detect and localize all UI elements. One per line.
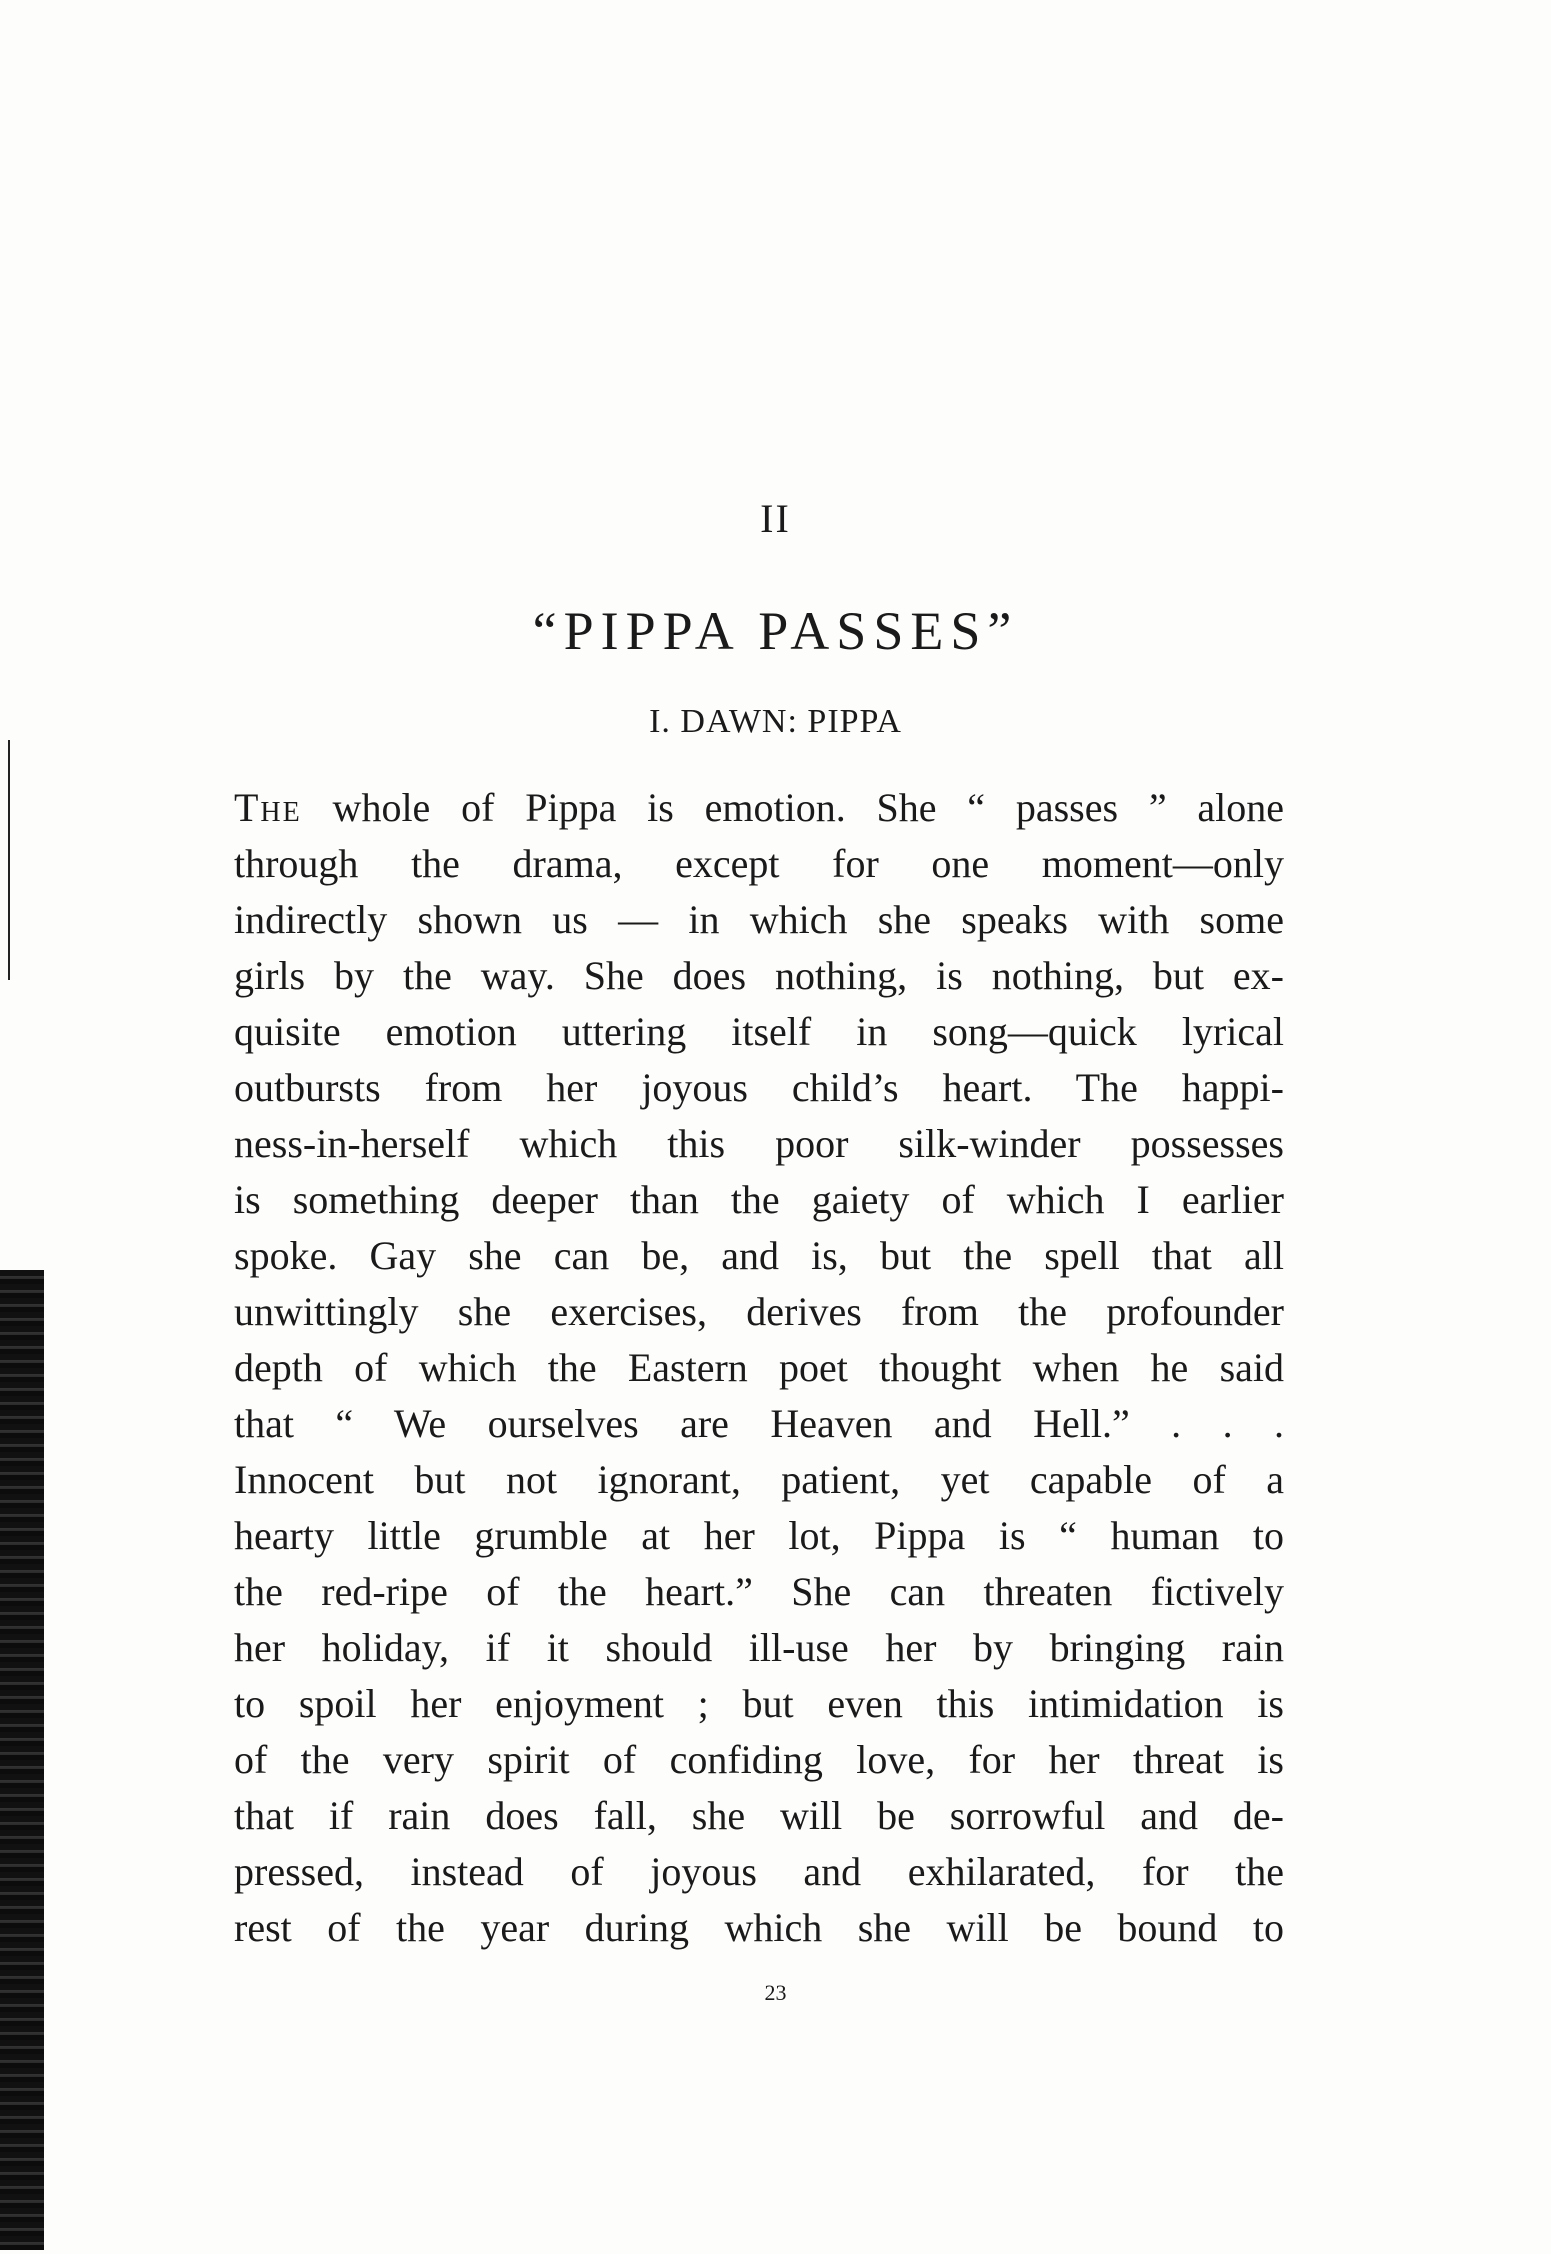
body-line: of the very spirit of confiding love, for her threat is	[234, 1737, 1284, 1782]
body-line: rest of the year during which she will be bound to	[234, 1905, 1284, 1950]
drop-word: The	[234, 785, 302, 830]
body-line: spoke. Gay she can be, and is, but the spell that all	[234, 1233, 1284, 1278]
body-line: the red-ripe of the heart.” She can threaten fictively	[234, 1569, 1284, 1614]
body-line: indirectly shown us — in which she speaks with some	[234, 897, 1284, 942]
chapter-number: II	[760, 496, 791, 541]
body-line: unwittingly she exercises, derives from the profounder	[234, 1289, 1284, 1334]
body-line: her holiday, if it should ill-use her by bringing rain	[234, 1625, 1284, 1670]
body-line: that “ We ourselves are Heaven and Hell.” . . .	[234, 1401, 1284, 1446]
body-line-1	[234, 780, 1284, 836]
body-line: depth of which the Eastern poet thought when he said	[234, 1345, 1284, 1390]
scan-edge-mark	[8, 740, 10, 980]
body-line: hearty little grumble at her lot, Pippa is “ human to	[234, 1513, 1284, 1558]
first-line-text: whole of Pippa is emotion. She “ passes ” alone	[301, 785, 1284, 830]
chapter-title: “PIPPA PASSES”	[532, 601, 1019, 661]
body-line: that if rain does fall, she will be sorrowful and de-	[234, 1793, 1284, 1838]
body-line: Innocent but not ignorant, patient, yet capable of a	[234, 1457, 1284, 1502]
body-line: girls by the way. She does nothing, is nothing, but ex-	[234, 953, 1284, 998]
scan-binding-edge	[0, 1270, 44, 2250]
body-line: quisite emotion uttering itself in song—quick lyrical	[234, 1009, 1284, 1054]
section-subtitle: I. DAWN: PIPPA	[649, 703, 902, 740]
body-line: is something deeper than the gaiety of which I earlier	[234, 1177, 1284, 1222]
page-number: 23	[764, 1980, 787, 2005]
body-paragraph	[234, 780, 1284, 1956]
body-line: ness-in-herself which this poor silk-winder possesses	[234, 1121, 1284, 1166]
body-line: pressed, instead of joyous and exhilarated, for the	[234, 1849, 1284, 1894]
body-line: to spoil her enjoyment ; but even this intimidation is	[234, 1681, 1284, 1726]
body-line: outbursts from her joyous child’s heart. The happi-	[234, 1065, 1284, 1110]
body-line: through the drama, except for one moment—only	[234, 841, 1284, 886]
